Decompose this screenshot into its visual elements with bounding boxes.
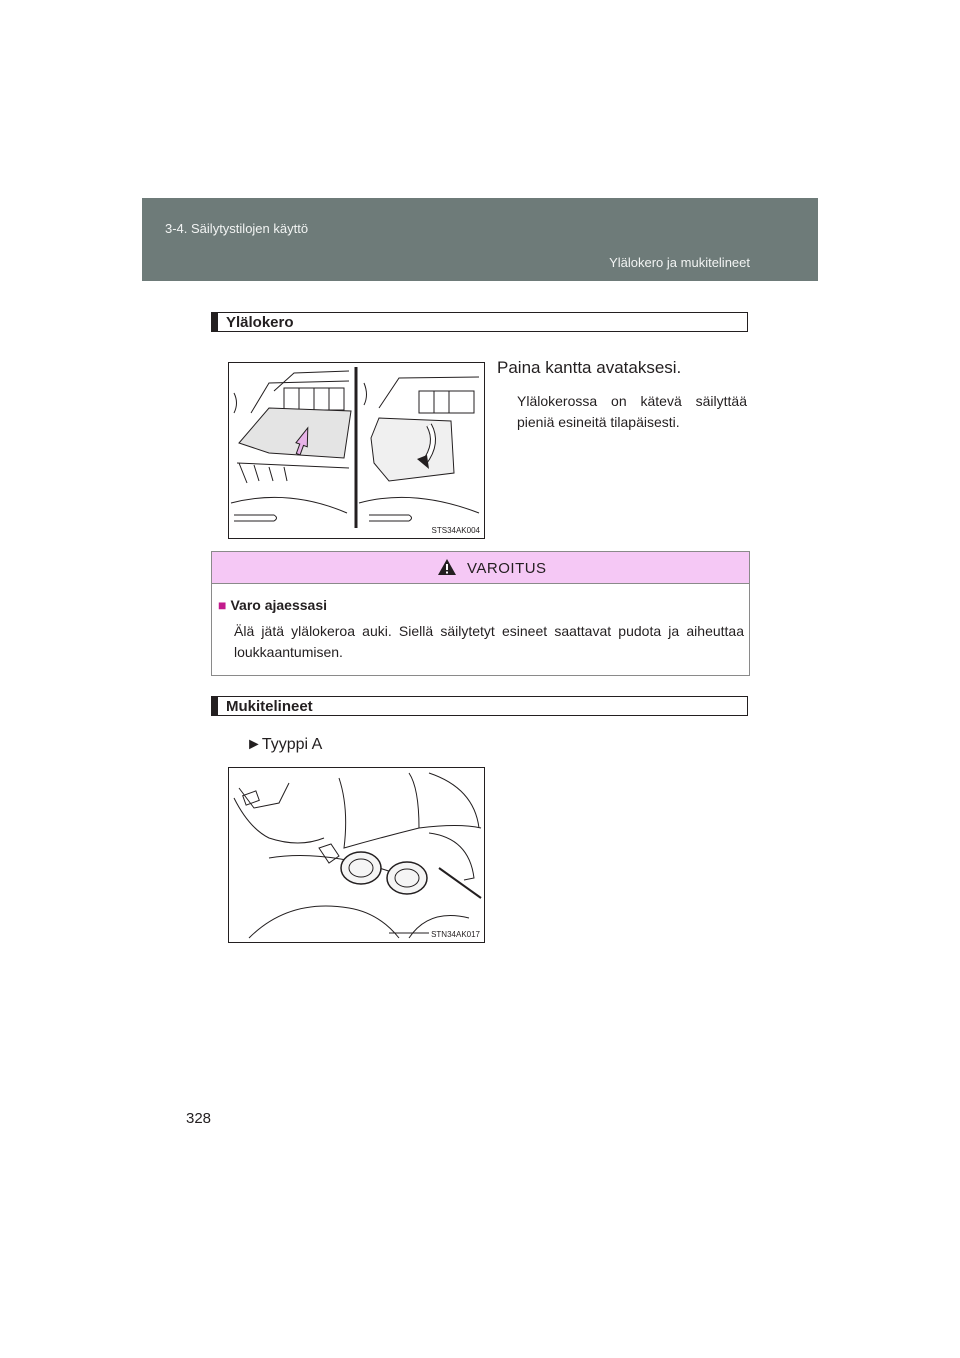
section-title: Ylälokero ja mukitelineet bbox=[609, 255, 750, 270]
type-label: ►Tyyppi A bbox=[246, 736, 323, 753]
section-heading-overhead-console bbox=[211, 312, 748, 332]
overhead-console-figure bbox=[228, 362, 485, 539]
bullet-square-icon: ■ bbox=[218, 597, 227, 613]
section-heading-text: Ylälokero bbox=[226, 314, 294, 331]
heading-bar bbox=[212, 313, 218, 331]
warning-subtitle bbox=[218, 597, 327, 613]
warning-subtitle-text: Varo ajaessasi bbox=[230, 597, 327, 613]
description-text: Ylälokerossa on kätevä säilyttää pieniä esineitä tilapäisesti. bbox=[517, 393, 747, 430]
figure-code: STS34AK004 bbox=[431, 526, 480, 535]
cup-holder-illustration bbox=[229, 768, 484, 942]
warning-header bbox=[212, 552, 749, 584]
figure-code: STN34AK017 bbox=[431, 930, 480, 939]
warning-box bbox=[211, 551, 750, 676]
chapter-title: 3-4. Säilytystilojen käyttö bbox=[165, 221, 309, 236]
heading-bar bbox=[212, 697, 218, 715]
section-heading-cup-holders bbox=[211, 696, 748, 716]
page-number: 328 bbox=[186, 1110, 212, 1127]
cup-holder-figure bbox=[228, 767, 485, 943]
section-heading-text: Mukitelineet bbox=[226, 698, 313, 715]
warning-triangle-icon bbox=[437, 558, 457, 576]
warning-text: Älä jätä ylälokeroa auki. Siellä säilytetyt esineet saattavat pudota ja aiheuttaa loukkaantumisen. bbox=[234, 623, 744, 660]
overhead-console-illustration bbox=[229, 363, 484, 538]
page-header bbox=[142, 198, 818, 281]
instruction-text: Paina kantta avataksesi. bbox=[497, 358, 682, 377]
warning-title: VAROITUS bbox=[467, 560, 547, 577]
